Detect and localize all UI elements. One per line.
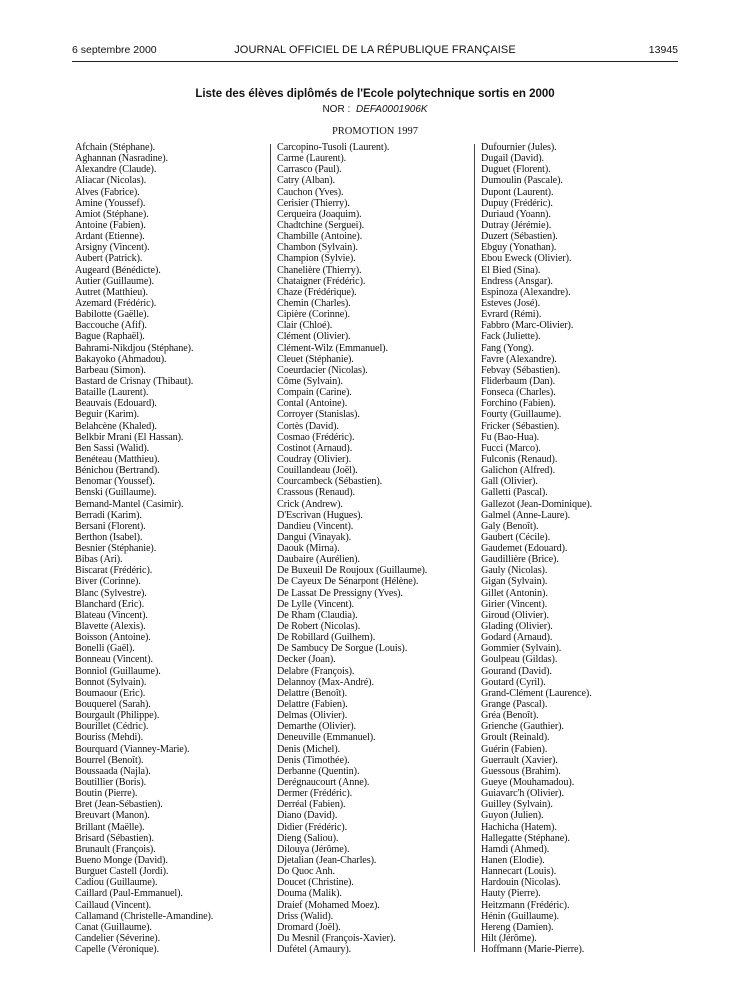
nor-code: DEFA0001906K: [356, 104, 428, 115]
graduate-name: Hauty (Pierre).: [481, 888, 541, 900]
graduate-name: Evrard (Rémi).: [481, 309, 542, 321]
graduate-name: Bataille (Laurent).: [75, 387, 149, 399]
graduate-name: Benomar (Youssef).: [75, 476, 155, 488]
graduate-name: Boumaour (Eric).: [75, 687, 146, 699]
graduate-name: Fricker (Sébastien).: [481, 420, 560, 432]
graduate-name: Crick (Andrew).: [277, 498, 343, 510]
graduate-name: Boussaada (Najla).: [75, 765, 151, 777]
graduate-name: De Robillard (Guilhem).: [277, 632, 376, 644]
graduate-name: De Lylle (Vincent).: [277, 598, 354, 610]
graduate-name: Denis (Timothée).: [277, 754, 350, 766]
graduate-name: Blanc (Sylvestre).: [75, 587, 147, 599]
graduate-name: Guiavarc'h (Olivier).: [481, 788, 564, 800]
graduate-name: Goutard (Cyril).: [481, 676, 546, 688]
graduate-name: Chambon (Sylvain).: [277, 242, 358, 254]
graduate-name: Dupuy (Frédéric).: [481, 197, 553, 209]
graduate-name: Groult (Reinald).: [481, 732, 550, 744]
graduate-name: Baccouche (Afif).: [75, 320, 147, 332]
graduate-name: Favre (Alexandre).: [481, 353, 557, 365]
page-header: [72, 44, 678, 60]
graduate-name: Fonseca (Charles).: [481, 387, 556, 399]
graduate-name: Hamdi (Ahmed).: [481, 843, 550, 855]
graduate-name: Fucci (Marco).: [481, 442, 541, 454]
graduate-name: Hallegatte (Stéphane).: [481, 832, 570, 844]
graduate-name: Guessous (Brahim).: [481, 765, 561, 777]
graduate-name: Bourrel (Benoît).: [75, 754, 144, 766]
graduate-name: Esteves (José).: [481, 297, 541, 309]
graduate-name: Dufétel (Amaury).: [277, 944, 352, 956]
graduate-name: Catry (Alban).: [277, 175, 336, 187]
graduate-name: Delattre (Benoît).: [277, 687, 348, 699]
column-divider: [270, 144, 271, 952]
graduate-name: Cosmao (Frédéric).: [277, 431, 355, 443]
graduate-name: Clément-Wilz (Emmanuel).: [277, 342, 388, 354]
graduate-name: Guyon (Julien).: [481, 810, 544, 822]
graduate-name: Deneuville (Emmanuel).: [277, 732, 376, 744]
graduate-name: Barbeau (Simon).: [75, 364, 146, 376]
graduate-name: Gillet (Antonin).: [481, 587, 548, 599]
graduate-name: Couillandeau (Joël).: [277, 465, 358, 477]
graduate-name: Burguet Castell (Jordi).: [75, 866, 169, 878]
graduate-name: Delabre (François).: [277, 665, 355, 677]
graduate-name: Coudray (Olivier).: [277, 453, 352, 465]
graduate-name: Compain (Carine).: [277, 387, 352, 399]
graduate-name: Grange (Pascal).: [481, 699, 548, 711]
graduate-name: Endress (Ansgar).: [481, 275, 553, 287]
column-divider: [474, 144, 475, 952]
graduate-name: Callamand (Christelle-Amandine).: [75, 910, 214, 922]
graduate-name: Delattre (Fabien).: [277, 699, 348, 711]
graduate-name: Candelier (Séverine).: [75, 932, 161, 944]
graduate-name: Alves (Fabrice).: [75, 186, 140, 198]
graduate-name: Ebou Eweck (Olivier).: [481, 253, 572, 265]
graduate-name: Blavette (Alexis).: [75, 621, 146, 633]
graduate-name: De Robert (Nicolas).: [277, 621, 361, 633]
graduate-name: Chadtchine (Serguei).: [277, 219, 365, 231]
graduate-name: Derbanne (Quentin).: [277, 765, 360, 777]
graduate-name: Coeurdacier (Nicolas).: [277, 364, 368, 376]
graduate-name: De Lassat De Pressigny (Yves).: [277, 587, 403, 599]
graduate-name: Breuvart (Manon).: [75, 810, 150, 822]
graduate-name: Galy (Benoît).: [481, 520, 539, 532]
graduate-name: Hannecart (Louis).: [481, 866, 557, 878]
graduate-name: Afchain (Stéphane).: [75, 142, 156, 153]
graduate-name: Daouk (Mirna).: [277, 543, 340, 555]
graduate-name: Bourquard (Vianney-Marie).: [75, 743, 190, 755]
graduate-name: El Bied (Sina).: [481, 264, 541, 276]
graduate-name: Doucet (Christine).: [277, 877, 354, 889]
graduate-name: Grienche (Gauthier).: [481, 721, 564, 733]
graduate-name: Glading (Olivier).: [481, 621, 553, 633]
graduate-name: Beguir (Karim).: [75, 409, 140, 421]
graduate-name: Bouquerel (Sarah).: [75, 699, 151, 711]
graduate-name: Belkbir Mrani (El Hassan).: [75, 431, 184, 443]
graduate-name: Cipière (Corinne).: [277, 309, 350, 321]
graduate-name: Bénichou (Bertrand).: [75, 465, 160, 477]
graduate-name: Gaudemet (Edouard).: [481, 543, 568, 555]
graduate-name: Fabbro (Marc-Olivier).: [481, 320, 574, 332]
graduate-name: Galletti (Pascal).: [481, 487, 548, 499]
graduate-name: Belahcène (Khaled).: [75, 420, 157, 432]
graduate-name: Bernand-Mantel (Casimir).: [75, 498, 184, 510]
graduate-name: Bret (Jean-Sébastien).: [75, 799, 163, 811]
graduate-name: Grand-Clément (Laurence).: [481, 687, 592, 699]
graduate-name: Bonniol (Guillaume).: [75, 665, 161, 677]
graduate-name: Decker (Joan).: [277, 654, 336, 666]
graduate-name: Bourgault (Philippe).: [75, 710, 160, 722]
graduate-name: Bakayoko (Ahmadou).: [75, 353, 167, 365]
graduate-name: Carme (Laurent).: [277, 153, 347, 165]
graduate-name: Giroud (Olivier).: [481, 609, 549, 621]
graduate-name: Du Mesnil (François-Xavier).: [277, 932, 396, 944]
graduate-name: De Rham (Claudia).: [277, 609, 358, 621]
name-column-2: [277, 142, 467, 955]
graduate-name: Fack (Juliette).: [481, 331, 541, 343]
graduate-name: Delannoy (Max-André).: [277, 676, 374, 688]
graduate-name: Daubaire (Aurélien).: [277, 554, 360, 566]
graduate-name: Côme (Sylvain).: [277, 375, 343, 387]
name-column-3: [481, 142, 681, 955]
graduate-name: Dutray (Jérémie).: [481, 219, 552, 231]
graduate-name: Espinoza (Alexandre).: [481, 286, 571, 298]
graduate-name: Cortès (David).: [277, 420, 339, 432]
graduate-name: Gréa (Benoît).: [481, 710, 539, 722]
graduate-name: Benéteau (Matthieu).: [75, 453, 160, 465]
page-number: 13945: [648, 44, 678, 56]
graduate-name: Hachicha (Hatem).: [481, 821, 557, 833]
graduate-name: Corroyer (Stanislas).: [277, 409, 360, 421]
graduate-name: Hénin (Guillaume).: [481, 910, 559, 922]
graduate-name: Duguet (Florent).: [481, 164, 551, 176]
graduate-name: Chaze (Frédérique).: [277, 286, 357, 298]
graduate-name: Amine (Youssef).: [75, 197, 146, 209]
graduate-name: Cerqueira (Joaquim).: [277, 208, 362, 220]
graduate-name: Dermer (Frédéric).: [277, 788, 353, 800]
graduate-name: Djetalian (Jean-Charles).: [277, 855, 377, 866]
graduate-name: Fu (Bao-Hua).: [481, 431, 540, 443]
journal-title: JOURNAL OFFICIEL DE LA RÉPUBLIQUE FRANÇAISE: [234, 44, 516, 56]
graduate-name: Capelle (Véronique).: [75, 944, 159, 956]
graduate-name: Godard (Arnaud).: [481, 632, 553, 644]
graduate-name: Courcambeck (Sébastien).: [277, 476, 383, 488]
graduate-name: Bueno Monge (David).: [75, 855, 168, 866]
graduate-name: Goulpeau (Gildas).: [481, 654, 558, 666]
nor-line: [0, 104, 750, 115]
graduate-name: Contal (Antoine).: [277, 398, 348, 410]
graduate-name: De Cayeux De Sénarpont (Hélène).: [277, 576, 419, 588]
graduate-name: Guilley (Sylvain).: [481, 799, 553, 811]
graduate-name: Caillaud (Vincent).: [75, 899, 152, 911]
graduate-name: Bahrami-Nikdjou (Stéphane).: [75, 342, 194, 354]
graduate-name: Autier (Guillaume).: [75, 275, 155, 287]
graduate-name: Ardant (Etienne).: [75, 231, 145, 243]
graduate-name: Dangui (Vinayak).: [277, 531, 352, 543]
graduate-name: Ben Sassi (Walid).: [75, 442, 150, 454]
graduate-name: Diano (David).: [277, 810, 338, 822]
graduate-name: Galichon (Alfred).: [481, 465, 556, 477]
graduate-name: Bonnot (Sylvain).: [75, 676, 147, 688]
graduate-name: Fourty (Guillaume).: [481, 409, 562, 421]
graduate-name: Beauvais (Edouard).: [75, 398, 157, 410]
graduate-name: Delmas (Olivier).: [277, 710, 348, 722]
graduate-name: Chataigner (Frédéric).: [277, 275, 366, 287]
graduate-name: Dufournier (Jules).: [481, 142, 557, 153]
graduate-name: Caillard (Paul-Emmanuel).: [75, 888, 183, 900]
graduate-name: Duriaud (Yoann).: [481, 208, 551, 220]
graduate-name: Didier (Frédéric).: [277, 821, 348, 833]
graduate-name: Bersani (Florent).: [75, 520, 146, 532]
graduate-name: Cadiou (Guillaume).: [75, 877, 158, 889]
graduate-name: Guerrault (Xavier).: [481, 754, 558, 766]
header-date: 6 septembre 2000: [72, 44, 157, 56]
graduate-name: Gauly (Nicolas).: [481, 565, 548, 577]
graduate-name: Cerisier (Thierry).: [277, 197, 350, 209]
graduate-name: Biscarat (Frédéric).: [75, 565, 153, 577]
graduate-name: Clément (Olivier).: [277, 331, 351, 343]
graduate-name: Dandieu (Vincent).: [277, 520, 354, 532]
graduate-name: Dugail (David).: [481, 153, 545, 165]
graduate-name: Brisard (Sébastien).: [75, 832, 154, 844]
graduate-name: Brillant (Maëlle).: [75, 821, 145, 833]
graduate-name: Dupont (Laurent).: [481, 186, 554, 198]
graduate-name: Bague (Raphaël).: [75, 331, 145, 343]
graduate-name: Febvay (Sébastien).: [481, 364, 561, 376]
graduate-name: Antoine (Fabien).: [75, 219, 146, 231]
graduate-name: Dilouya (Jérôme).: [277, 843, 350, 855]
graduate-name: Dumoulin (Pascale).: [481, 175, 563, 187]
graduate-name: Boutillier (Boris).: [75, 777, 147, 789]
graduate-name: Demarthe (Olivier).: [277, 721, 356, 733]
graduate-name: Gigan (Sylvain).: [481, 576, 548, 588]
graduate-name: Costinot (Arnaud).: [277, 442, 353, 454]
document-title: Liste des élèves diplômés de l'Ecole polytechnique sortis en 2000: [195, 88, 555, 100]
graduate-name: Alexandre (Claude).: [75, 164, 157, 176]
graduate-name: Do Quoc Anh.: [277, 866, 335, 878]
graduate-name: Autret (Matthieu).: [75, 286, 148, 298]
graduate-name: Cauchon (Yves).: [277, 186, 344, 198]
graduate-name: Blanchard (Eric).: [75, 598, 145, 610]
graduate-name: Gueye (Mouhamadou).: [481, 777, 575, 789]
graduate-name: Gaudillière (Brice).: [481, 554, 559, 566]
graduate-name: Gommier (Sylvain).: [481, 643, 562, 655]
header-rule: [72, 61, 678, 62]
graduate-name: Fang (Yong).: [481, 342, 534, 354]
graduate-name: Heitzmann (Frédéric).: [481, 899, 570, 911]
graduate-name: Boutin (Pierre).: [75, 788, 138, 800]
graduate-name: Duzert (Sébastien).: [481, 231, 558, 243]
graduate-name: Denis (Michel).: [277, 743, 341, 755]
graduate-name: Canat (Guillaume).: [75, 921, 152, 933]
graduate-name: Hoffmann (Marie-Pierre).: [481, 944, 585, 956]
graduate-name: Gall (Olivier).: [481, 476, 538, 488]
graduate-name: Bourillet (Cédric).: [75, 721, 149, 733]
graduate-name: Aliacar (Nicolas).: [75, 175, 147, 187]
graduate-name: Bouriss (Mehdi).: [75, 732, 144, 744]
graduate-name: Fulconis (Renaud).: [481, 453, 558, 465]
graduate-name: Amiot (Stéphane).: [75, 208, 149, 220]
graduate-name: Forchino (Fabien).: [481, 398, 556, 410]
graduate-name: Chanelière (Thierry).: [277, 264, 362, 276]
graduate-name: Arsigny (Vincent).: [75, 242, 150, 254]
graduate-name: Dromard (Joël).: [277, 921, 341, 933]
graduate-name: Chambille (Antoine).: [277, 231, 363, 243]
graduate-name: Galmel (Anne-Laure).: [481, 509, 571, 521]
graduate-name: Hardouin (Nicolas).: [481, 877, 561, 889]
graduate-name: Bibas (Ari).: [75, 554, 123, 566]
graduate-name: Clair (Chloé).: [277, 320, 333, 332]
graduate-name: Crassous (Renaud).: [277, 487, 355, 499]
graduate-name: Carrasco (Paul).: [277, 164, 342, 176]
graduate-name: Dieng (Saliou).: [277, 832, 339, 844]
graduate-name: Aubert (Patrick).: [75, 253, 143, 265]
name-column-1: [75, 142, 255, 955]
graduate-name: Biver (Corinne).: [75, 576, 141, 588]
graduate-name: Bonelli (Gaël).: [75, 643, 135, 655]
graduate-name: Gaubert (Cécile).: [481, 531, 551, 543]
graduate-name: Blateau (Vincent).: [75, 609, 148, 621]
graduate-name: Hanen (Elodie).: [481, 855, 545, 866]
graduate-name: Bonneau (Vincent).: [75, 654, 153, 666]
graduate-name: Aghannan (Nasradine).: [75, 153, 168, 165]
graduate-name: Fliderbaum (Dan).: [481, 375, 556, 387]
nor-label: NOR :: [322, 104, 351, 115]
graduate-name: Driss (Walid).: [277, 910, 334, 922]
graduate-name: Champion (Sylvie).: [277, 253, 356, 265]
graduate-name: Cleuet (Stéphanie).: [277, 353, 354, 365]
promotion-heading: PROMOTION 1997: [331, 126, 419, 137]
graduate-name: Berthon (Isabel).: [75, 531, 143, 543]
graduate-name: Berradi (Karim).: [75, 509, 142, 521]
graduate-name: Bastard de Crisnay (Thibaut).: [75, 375, 194, 387]
graduate-name: Chemin (Charles).: [277, 297, 351, 309]
graduate-name: Besnier (Stéphanie).: [75, 543, 157, 555]
graduate-name: Gallezot (Jean-Dominique).: [481, 498, 593, 510]
graduate-name: D'Escrivan (Hugues).: [277, 509, 363, 521]
graduate-name: Babilotte (Gaëlle).: [75, 309, 149, 321]
graduate-name: Derégnaucourt (Anne).: [277, 777, 370, 789]
graduate-name: Draief (Mohamed Moez).: [277, 899, 380, 911]
graduate-name: Hilt (Jérôme).: [481, 932, 537, 944]
graduate-name: Gourand (David).: [481, 665, 552, 677]
graduate-name: Ebguy (Yonathan).: [481, 242, 557, 254]
graduate-name: Boisson (Antoine).: [75, 632, 151, 644]
graduate-name: Brunault (François).: [75, 843, 156, 855]
graduate-name: Hereng (Damien).: [481, 921, 554, 933]
graduate-name: Derréal (Fabien).: [277, 799, 346, 811]
graduate-name: Carcopino-Tusoli (Laurent).: [277, 142, 390, 153]
graduate-name: Augeard (Bénédicte).: [75, 264, 161, 276]
graduate-name: Girier (Vincent).: [481, 598, 548, 610]
graduate-name: De Sambucy De Sorgue (Louis).: [277, 643, 408, 655]
graduate-name: Douma (Malik).: [277, 888, 342, 900]
graduate-name: De Buxeuil De Roujoux (Guillaume).: [277, 565, 428, 577]
graduate-name: Guérin (Fabien).: [481, 743, 548, 755]
graduate-name: Azemard (Frédéric).: [75, 297, 157, 309]
graduate-name: Benski (Guillaume).: [75, 487, 157, 499]
